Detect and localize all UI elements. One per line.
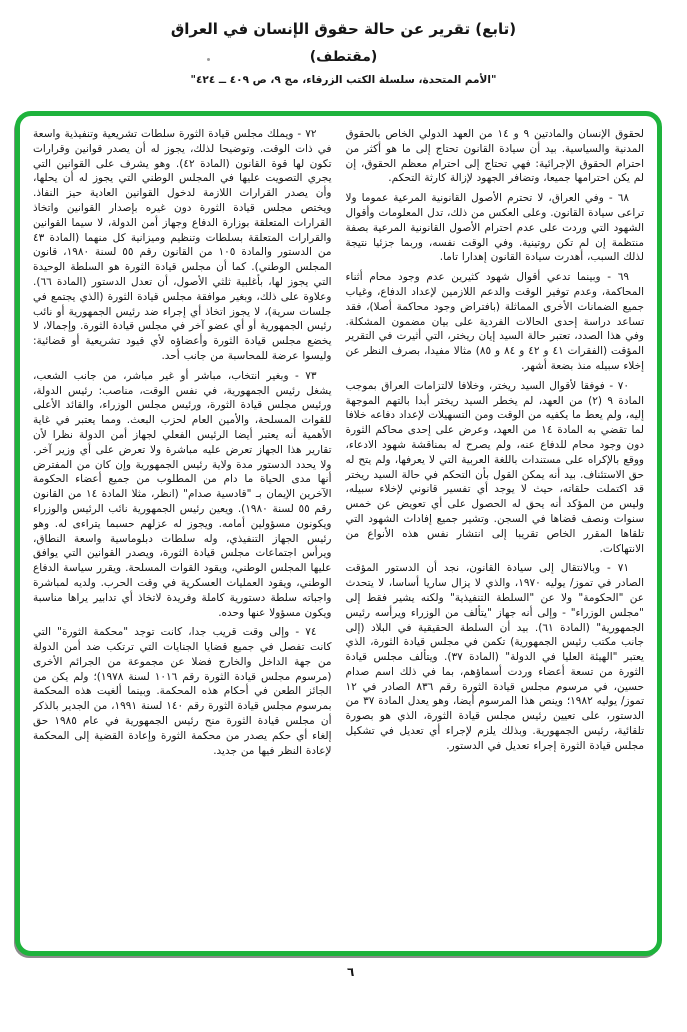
paragraph-69: ٦٩ - وبينما تدعي أقوال شهود كثيرين عدم وجود محام أثناء المحاكمة، وعدم توفير الوقت والدعم اللازمين لإعداد الدفاع، وغياب جميع الضمانات الأخرى المماثلة (بافتراض وجود محاكمة أصلا)، فقد تساعد دراسة إحدى الحالات الفردية على بيان مضمون المشكلة. وفي هذا الصدد، تعتبر حالة السيد إيان ريختر، التي أثيرت في التقرير المؤقت (الفقرات ٤١ و ٤٢ و ٨٤ و ٨٥) مثالا مفيدا، بصرف النظر عن إخلاء سبيله منذ بضعة أشهر. [345,271,644,372]
paragraph-70: ٧٠ - فوفقا لأقوال السيد ريختر، وخلافا لالتزامات العراق بموجب المادة ٩ (٢) من العهد، لم يخطر السيد ريختر أبدا بالتهم الموجهة إليه، ولم يعط ما يكفيه من الوقت ومن التسهيلات لإعداد دفاعه خلافا لما تقضي به المادة ١٤ من العهد، وعرض على إحدى محاكم الثورة دون وجود محام للدفاع عنه، ولم يصرح له بمناقشة شهود الادعاء، ووقع بالإكراه على مستندات باللغة العربية التي لا يعرفها، ولم يتح له حق الاستئناف. بيد أنه يمكن القول بأن التحكم في حالة السيد ريختر قد اكتملت حلقاته، حيث لا يوجد أي تفسير قانوني لإخلاء سبيله، وليس من المؤكد أنه يحق له الحصول على أي تعويض عن خمس سنوات ونصف قضاها في السجن. وتشير جميع إفادات الشهود التي تلقاها المقرر الخاص تقريبا إلى انتشار نفس هذه الأنواع من الانتهاكات. [345,379,644,555]
paragraph-73: ٧٣ - وبغير انتخاب، مباشر أو غير مباشر، من جانب الشعب، يشغل رئيس الجمهورية، في نفس الوقت، مناصب: رئيس الدولة، ورئيس مجلس قيادة الثورة، ورئيس مجلس الوزراء، والقائد الأعلى للقوات المسلحة، والأمين العام لحزب البعث. ومما يعتبر في غاية الأهمية أنه يعتبر أيضا الرئيس الفعلي لجهاز أمن الدولة نظرا لأن تقارير هذا الجهاز تعرض عليه مباشرة ولا تعرض على أي وزير آخر. ولا يحدد الدستور مدة ولاية رئيس الجمهورية وإن كان من المفترض أنها مدى الحياة ما دام من المطلوب من جميع أعضاء الحكومة الآخرين الإيمان بـ "قادسية صدام" (انظر، مثلا المادة ١٤ من القانون رقم ٥٥ لسنة ١٩٨٠). ويعين رئيس الجمهورية نائب الرئيس والوزراء ويكونون مسؤولين أمامه. ويجوز له عزلهم حسبما يتراءى له. وهو رئيس الجهاز التنفيذي، وله سلطات دبلوماسية واسعة النطاق، ويرأس اجتماعات مجلس قيادة الثورة، ويصدر القوانين التي يوافق عليها المجلس الوطني، ويقود القوات المسلحة. ويقرر سياسة الدفاع الوطني، ويقود العمليات العسكرية في وقت الحرب. ولديه لمباشرة واجباته سلطة دستورية كاملة وفريدة لاتخاذ أي تدابير يراها مناسبة ويكون مسؤولا عنها وحده. [33,369,332,619]
paragraph-68: ٦٨ - وفي العراق، لا تحترم الأصول القانونية المرعية عموما ولا تراعى سيادة القانون. وعلى العكس من ذلك، تدل المعلومات وأقوال الشهود التي وردت على عدم احترام الأصول القانونية المرعية بصفة منتظمة إن لم تكن روتينية. وفي الوقت نفسه، وربما جزئيا نتيجة لذلك السبب، أهدرت سيادة القانون إهدارا تاما. [345,192,644,264]
column-left [33,127,332,943]
two-column-layout [33,127,644,943]
content-border-box [15,111,662,956]
paragraph-71: ٧١ - وبالانتقال إلى سيادة القانون، نجد أن الدستور المؤقت الصادر في تموز/ يوليه ١٩٧٠، والذي لا يزال ساريا أساسا، لا يتحدث عن "الحكومة" ولا عن "السلطة التنفيذية" ولكنه يشير فقط إلى "مجلس الوزراء" - وإلى أنه جهاز "يتألف من الوزراء ويرأسه رئيس الجمهورية" (المادة ٦١). بيد أن السلطة الحقيقية في البلاد (إلى جانب مكتب رئيس الجمهورية) تكمن في مجلس قيادة الثورة، الذي يعتبر "الهيئة العليا في الدولة" (المادة ٣٧). ويتألف مجلس قيادة الثورة من تسعة أعضاء وردت أسماؤهم، بما في ذلك اسم صدام حسين، في مرسوم مجلس قيادة الثورة رقم ٨٣٦ الصادر في ١٢ تموز/ يوليه ١٩٨٢؛ وينص هذا المرسوم أيضا، وهو يعدل المادة ٣٧ من الدستور، على تعيين رئيس مجلس قيادة الثورة، الذي هو بصورة تلقائية، رئيس الجمهورية. وبذلك يلزم لإجراء أي تعديل في تشكيل مجلس قيادة الثورة إجراء تعديل في الدستور. [345,562,644,752]
page-title: (تابع) تقرير عن حالة حقوق الإنسان في العراق [170,20,517,38]
source-citation: "الأمم المتحدة، سلسلة الكتب الزرقاء، مج ٩، ص ٤٠٩ ــ ٤٢٤" [190,74,497,86]
paragraph-continuation: لحقوق الإنسان والمادتين ٩ و ١٤ من العهد الدولي الخاص بالحقوق المدنية والسياسية. بيد أن سيادة القانون تحتاج إلى ما هو أكثر من احترام الحقوق الإجرائية: فهي تحتاج إلى احترام معظم الحقوق، إن لم يكن احترامها جميعا، وتضافر الجهود لإزالة كارثة التحكم. [345,128,644,185]
paragraph-74: ٧٤ - وإلى وقت قريب جدا، كانت توجد "محكمة الثورة" التي كانت تفصل في جميع قضايا الجنايات التي ترتكب ضد أمن الدولة من جهة الداخل والخارج فضلا عن مجموعة من الجرائم الأخرى (مرسوم مجلس قيادة الثورة رقم ١٠١٦ لسنة ١٩٧٨)؛ ولم يكن من الجائز الطعن في أحكام هذه المحكمة. وبينما ألغيت هذه المحكمة بمرسوم مجلس قيادة الثورة رقم ١٤٠ لسنة ١٩٩١، من الجدير بالذكر أن مجلس قيادة الثورة منح رئيس الجمهورية في عام ١٩٨٥ حق إلغاء أي حكم يصدر من محكمة الثورة وإعادة القضية إلى المحكمة لإعادة النظر فيها من جديد. [33,626,332,757]
paragraph-72: ٧٢ - ويملك مجلس قيادة الثورة سلطات تشريعية وتنفيذية واسعة في ذات الوقت. وتوضيحا لذلك، يجوز له أن يصدر قوانين وقرارات تكون لها قوة القانون (المادة ٤٢). وهو يشرف على القوانين التي يجري التصويت عليها في المجلس الوطني التي يجوز له أن يحلها، وأن يصدر القرارات اللازمة لدخول القوانين العادية حيز النفاذ. ويختص مجلس قيادة الثورة دون غيره بإصدار القوانين واتخاذ القرارات المتعلقة بوزارة الدفاع وجهاز أمن الدولة، لا سيما القوانين والقرارات المتعلقة بسلطات وتنظيم وميزانية كل منهما (المادة ٤٣ من الدستور والمادة ١٠٥ من القانون رقم ٥٥ لسنة ١٩٨٠، قانون المجلس الوطني). كما أن مجلس قيادة الثورة هو السلطة الوحيدة التي يجوز لها، بأغلبية ثلثي الأصول، أن تعدل الدستور (المادة ٦٦). وعلاوة على ذلك، وبغير موافقة مجلس قيادة الثورة (الذي يجتمع في جلسات سرية)، لا يجوز اتخاذ أي إجراء ضد رئيس الجمهورية أو نائب رئيس الجمهورية أو أي عضو آخر في مجلس قيادة الثورة. وإجمالا، لا يخضع مجلس قيادة الثورة وأعضاؤه لأي قيود تشريعية أو قضائية: وليسوا عرضة للمحاسبة من جانب أحد. [33,128,332,362]
page-subtitle: (مقتطف) [309,49,378,65]
scan-speck [207,58,210,61]
page-number: ٦ [347,965,355,979]
column-right [346,127,645,943]
